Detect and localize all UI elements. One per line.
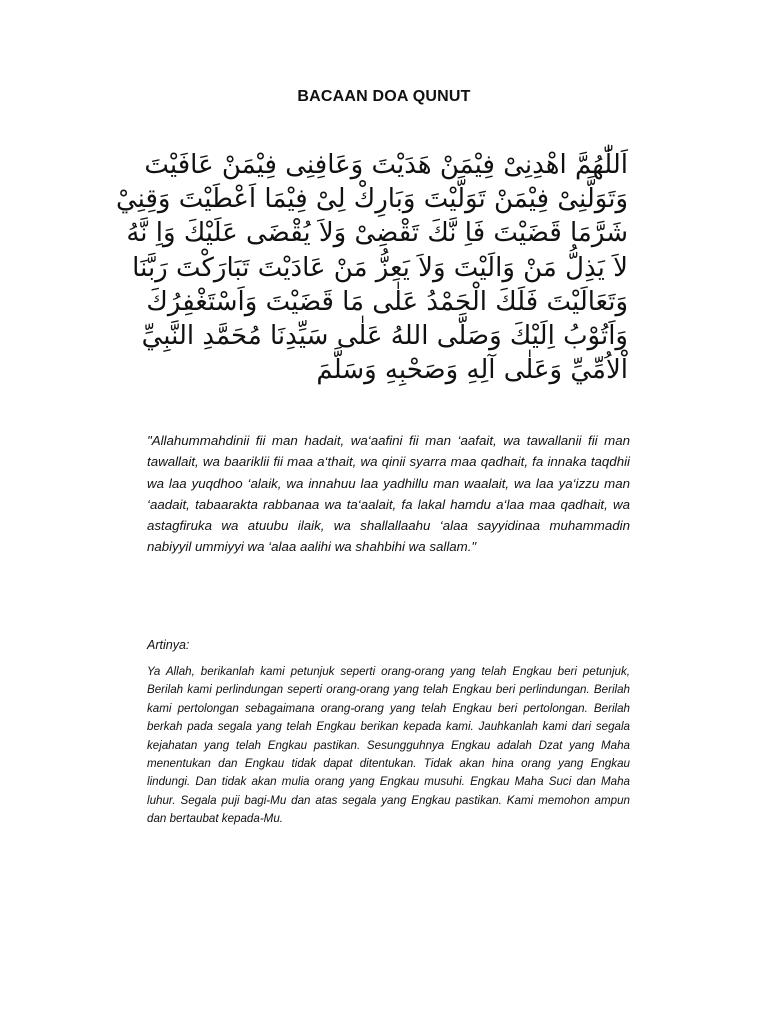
arabic-line: وَتَعَالَيْتَ فَلَكَ الْحَمْدُ عَلٰى مَا قَضَيْتَ وَاَسْتَغْفِرُكَ (146, 286, 628, 317)
translation-label: Artinya: (147, 638, 190, 652)
arabic-line: وَتَوَلَّنِىْ فِيْمَنْ تَوَلَّيْتَ وَبَارِكْ لِىْ فِيْمَا اَعْطَيْتَ وَقِنِيْ (115, 184, 628, 215)
arabic-line: وَاَتُوْبُ اِلَيْكَ وَصَلَّى اللهُ عَلٰى سَيِّدِنَا مُحَمَّدِ النَّبِيِّ (141, 321, 628, 352)
arabic-line: اْلاُمِّيِّ وَعَلٰى آلِهِ وَصَحْبِهِ وَسَلَّمَ (316, 355, 628, 386)
arabic-line: لاَ يَذِلُّ مَنْ وَالَيْتَ وَلاَ يَعِزُّ مَنْ عَادَيْتَ تَبَارَكْتَ رَبَّنَا (132, 252, 628, 283)
translation-paragraph: Ya Allah, berikanlah kami petunjuk seperti orang-orang yang telah Engkau beri petunjuk, Berilah kami perlindungan seperti orang-orang yang telah Engkau beri perlindungan. Berilah kami pertolongan sebagaimana orang-orang yang telah Engkau beri pertolongan. Berilah berkah pada segala yang telah Engkau berikan kepada kami. Jauhkanlah kami dari segala kejahatan yang telah Engkau pastikan. Sesungguhnya Engkau adalah Dzat yang Maha menentukan dan Engkau tidak dapat ditentukan. Tidak akan hina orang yang Engkau lindungi. Dan tidak akan mulia orang yang Engkau musuhi. Engkau Maha Suci dan Maha luhur. Segala puji bagi-Mu dan atas segala yang Engkau pastikan. Kami memohon ampun dan bertaubat kepada-Mu. (147, 665, 630, 826)
arabic-prayer-text (115, 148, 628, 387)
transliteration-paragraph: "Allahummahdinii fii man hadait, wa‘aafini fii man ‘aafait, wa tawallanii fii man tawallait, wa baariklii fii maa a‘thait, wa qinii syarra maa qadhait, fa innaka taqdhii wa laa yuqdhoo ‘alaik, wa innahuu laa yadhillu man waalait, wa laa ya‘izzu man ‘aadait, tabaarakta rabbanaa wa ta‘aalait, fa lakal hamdu a‘laa maa qadhait, wa astagfiruka wa atuubu ilaik, wa shallallaahu ‘alaa sayyidinaa muhammadin nabiyyil ummiyyi wa ‘alaa aalihi wa shahbihi wa sallam." (147, 433, 630, 555)
arabic-line: اَللّٰهُمَّ اهْدِنِىْ فِيْمَنْ هَدَيْتَ وَعَافِنِى فِيْمَنْ عَافَيْتَ (144, 150, 628, 180)
arabic-line: شَرَّمَا قَضَيْتَ فَاِ نَّكَ تَقْضِىْ وَلاَ يُقْضَى عَلَيْكَ وَاِ نَّهُ (126, 218, 628, 249)
page-title: BACAAN DOA QUNUT (297, 88, 471, 105)
